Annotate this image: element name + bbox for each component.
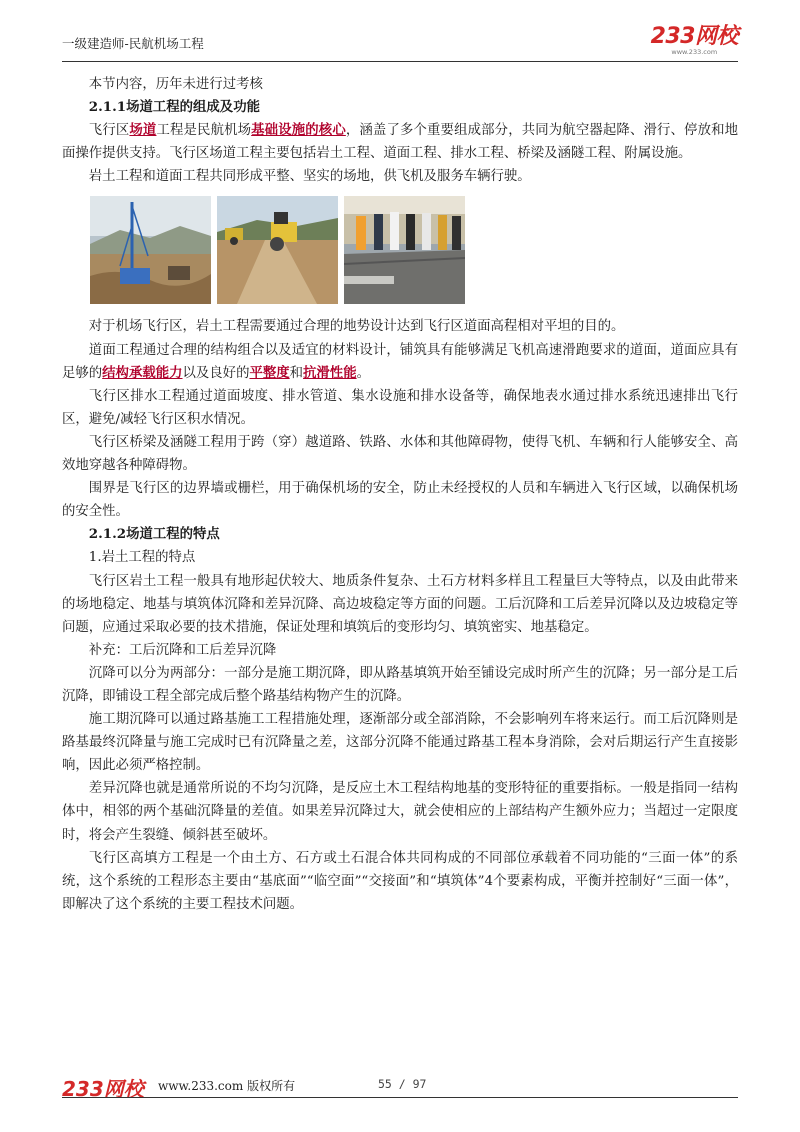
paragraph: 本节内容，历年未进行过考核 [88, 77, 263, 92]
paragraph: 补充：工后沉降和工后差异沉降 [88, 642, 277, 658]
paragraph: 施工期沉降可以通过路基施工工程措施处理，逐渐部分或全部消除，不会影响列车将来运行。而工后沉降则是路基最终沉降量与施工完成时已有沉降量之差，这部分沉降不能通过路基工程本身消除，会对后期运行产生直接影响，因此必须严格控制。 [62, 712, 738, 774]
header-divider [62, 61, 738, 62]
page-number: 55 / 97 [378, 1077, 427, 1091]
paragraph: 飞行区排水工程通过道面坡度、排水管道、集水设施和排水设备等，确保地表水通过排水系统迅速排出飞行区，避免/减轻飞行区积水情况。 [62, 388, 738, 427]
paragraph: 飞行区高填方工程是一个由土方、石方或土石混合体共同构成的不同部位承载着不同功能的“三面一体”的系统，这个系统的工程形态主要由“基底面”“临空面”“交接面”和“填筑体”4个要素构成，平衡并控制好“三面一体”，即解决了这个系统的主要工程技术问题。 [62, 850, 738, 912]
text-run: 工程是民航机场 [156, 123, 252, 139]
paragraph: 差异沉降也就是通常所说的不均匀沉降，是反应土木工程结构地基的变形特征的重要指标。一般是指同一结构体中，相邻的两个基础沉降量的差值。如果差异沉降过大，就会使相应的上部结构产生额外应力；当超过一定限度时，将会产生裂缝、倾斜甚至破坏。 [62, 781, 738, 843]
logo-url-text: www.233.com [671, 48, 718, 56]
pile-driver-photo [90, 196, 211, 304]
paragraph: 岩土工程和道面工程共同形成平整、坚实的场地，供飞机及服务车辆行驶。 [88, 169, 531, 185]
key-term: 抗滑性能 [303, 364, 357, 381]
roller-road-photo [217, 196, 338, 304]
key-term: 平整度 [249, 364, 290, 381]
text-run: ，涵盖了多个重要组成部分，共同为航空器起降、滑行、停放和地面操作提供支持。飞行区场道工程主要包括岩土工程、道面工程、排水工程、桥梁及涵隧工程、附属设施。 [62, 123, 739, 162]
paragraph: 飞行区岩土工程一般具有地形起伏较大、地质条件复杂、土石方材料多样且工程量巨大等特点，以及由此带来的场地稳定、地基与填筑体沉降和差异沉降、高边坡稳定等方面的问题。工后沉降和工后差异沉降以及边坡稳定等问题，应通过采取必要的技术措施，保证处理和填筑后的变形均匀、填筑密实、地基稳定。 [62, 573, 738, 635]
paragraph: 对于机场飞行区，岩土工程需要通过合理的地势设计达到飞行区道面高程相对平坦的目的。 [88, 319, 625, 335]
section-heading: 2.1.2场道工程的特点 [88, 526, 220, 543]
subsection-label: 1.岩土工程的特点 [88, 550, 196, 566]
footer-copyright: www.233.com 版权所有 [158, 1079, 296, 1093]
paragraph: 飞行区桥梁及涵隧工程用于跨（穿）越道路、铁路、水体和其他障碍物，使得飞机、车辆和行人能够安全、高效地穿越各种障碍物。 [62, 434, 738, 474]
logo-brand-text: 233网校 [650, 24, 738, 49]
text-run: 飞行区 [88, 123, 130, 139]
footer-divider [62, 1097, 738, 1098]
section-heading: 2.1.1场道工程的组成及功能 [88, 99, 260, 116]
text-run: 。 [356, 365, 370, 381]
paragraph: 沉降可以分为两部分：一部分是施工期沉降，即从路基填筑开始至铺设完成时所产生的沉降；另一部分是工后沉降，即铺设工程全部完成后整个路基结构物产生的沉降。 [62, 665, 738, 704]
paragraph [62, 339, 738, 385]
footer-logo: 233网校 [62, 1077, 144, 1101]
document-body [62, 73, 738, 916]
header-title: 一级建造师-民航机场工程 [62, 36, 204, 51]
page-header [62, 24, 738, 62]
key-term: 场道 [129, 122, 157, 139]
text-run: 道面工程通过合理的结构组合以及适宜的材料设计，铺筑具有能够满足飞机高速滑跑要求的道面，道面应具有足够的 [62, 342, 738, 381]
key-term: 结构承载能力 [102, 364, 183, 381]
paragraph: 围界是飞行区的边界墙或栅栏，用于确保机场的安全，防止未经授权的人员和车辆进入飞行区域，以确保机场的安全性。 [62, 481, 738, 520]
photo-strip [90, 196, 738, 304]
logo-233 [651, 26, 738, 56]
paragraph [62, 119, 738, 165]
text-run: 和 [289, 365, 304, 381]
page-footer [62, 1073, 738, 1101]
key-term: 基础设施的核心 [251, 122, 346, 139]
text-run: 以及良好的 [182, 365, 250, 381]
runway-inspection-photo [344, 196, 465, 304]
